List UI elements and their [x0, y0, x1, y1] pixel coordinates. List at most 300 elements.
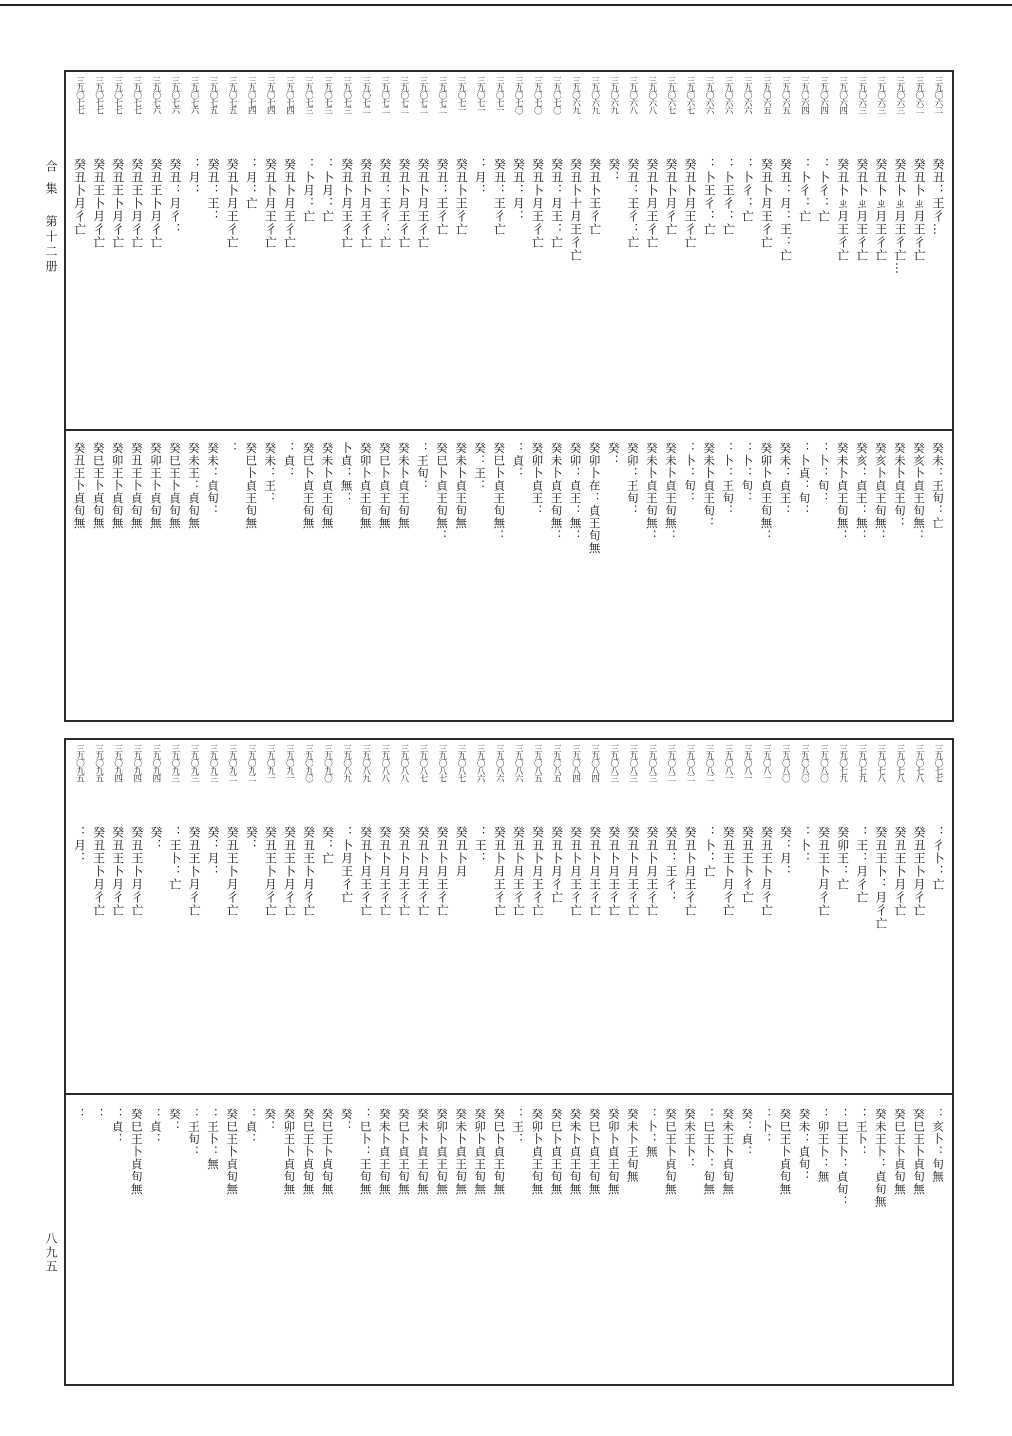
transcription-column [261, 442, 280, 718]
transcription-column [184, 1108, 203, 1384]
inscription-text: 癸丑卜月王彳亡 [511, 826, 526, 917]
catalog-number: 三九〇七八 [894, 744, 905, 782]
inscription-text: 癸丑卜十月王彳亡 [568, 158, 583, 262]
transcription-column [776, 1108, 795, 1384]
catalog-number: 三九〇七七 [131, 76, 142, 114]
inscription-text: 癸丑：王： [206, 158, 221, 223]
transcription-column [738, 442, 757, 718]
transcription-column [280, 1108, 299, 1384]
inscription-text: 癸丑卜王彳亡 [587, 158, 602, 236]
catalog-number: 三九〇八一 [761, 744, 772, 782]
transcription-text: 癸卯卜貞王旬無 [434, 1108, 449, 1196]
inscription-column [661, 744, 680, 1086]
transcription-text: 癸未卜貞王旬無 [396, 442, 411, 530]
catalog-number: 三九〇六九 [589, 76, 600, 114]
transcription-column [432, 1108, 451, 1384]
transcription-text: ：卜：旬： [816, 442, 831, 505]
transcription-column [852, 442, 871, 718]
transcription-text: 癸巳卜貞王旬無 [587, 1108, 602, 1196]
inscription-text: 癸丑卜月王彳亡 [396, 158, 411, 249]
catalog-number: 三九〇八〇 [799, 744, 810, 782]
transcription-text: ： [72, 1108, 87, 1121]
transcription-text: ：卜貞：旬： [797, 442, 812, 517]
transcription-text: 癸巳王卜貞旬無 [167, 442, 182, 530]
transcription-text: 癸巳卜貞王旬無 [549, 1108, 564, 1196]
catalog-number: 三九〇六九 [570, 76, 581, 114]
catalog-number: 三九〇六九 [608, 76, 619, 114]
transcription-column [795, 442, 814, 718]
transcription-column [261, 1108, 280, 1384]
inscription-column [700, 744, 719, 1086]
transcription-text: 癸： [263, 1108, 278, 1133]
inscription-column [700, 76, 719, 422]
catalog-number: 三九〇七四 [246, 76, 257, 114]
inscription-text: 癸丑卜月王彳亡 [683, 826, 697, 917]
inscription-text: 癸丑：月王：亡 [549, 158, 564, 249]
transcription-text: 癸未王：貞旬無 [186, 442, 201, 530]
transcription-text: 癸未：貞旬： [206, 442, 221, 517]
transcription-text: 癸未卜貞王旬無： [644, 442, 659, 542]
catalog-number: 三九〇八五 [551, 744, 562, 782]
catalog-number: 三九〇七二 [436, 76, 447, 114]
inscription-column [89, 744, 108, 1086]
catalog-number: 三九〇六五 [761, 76, 772, 114]
transcription-text: 癸未：王： [263, 442, 278, 505]
transcription-column [146, 442, 165, 718]
inscription-column [242, 744, 261, 1086]
inscription-text: 癸丑卜月王彳亡 [263, 158, 278, 249]
transcription-column [204, 1108, 223, 1384]
transcription-column [89, 1108, 108, 1384]
inscription-text: 癸丑卜月王彳亡 [644, 158, 659, 249]
inscription-text: 癸丑：月： [511, 158, 526, 223]
transcription-column [909, 442, 928, 718]
catalog-number: 三九〇八七 [436, 744, 447, 782]
transcription-column [623, 1108, 642, 1384]
catalog-number: 三九〇九一 [284, 744, 295, 782]
inscription-column [280, 744, 299, 1086]
inscription-text: 癸丑王卜月彳亡 [110, 826, 125, 917]
inscription-text: 癸丑王卜月彳亡 [129, 158, 144, 249]
transcription-text: ： [91, 1108, 106, 1121]
inscription-text: 癸丑王卜月彳亡 [911, 826, 926, 917]
inscription-text: 癸丑卜月王彳亡 [606, 826, 621, 917]
inscription-text: 癸丑卜月王彳亡 [492, 826, 507, 917]
transcription-text: ：卜：無 [644, 1108, 659, 1158]
inscription-text: 癸丑卜月王彳亡 [415, 826, 430, 917]
transcription-text: 癸亥卜貞王旬無： [873, 442, 888, 542]
inscription-text: 癸丑卜月王彳亡 [396, 826, 411, 917]
inscription-text: 癸： [606, 158, 621, 184]
inscription-column [375, 744, 394, 1086]
transcription-column [852, 1108, 871, 1384]
inscription-text: 癸：月： [778, 826, 793, 878]
inscription-text: 癸丑：王彳：亡 [377, 158, 392, 249]
transcription-column [509, 1108, 528, 1384]
transcription-column [890, 1108, 909, 1384]
inscription-text: ：月： [186, 158, 201, 197]
transcription-column [337, 1108, 356, 1384]
inscription-column [566, 76, 585, 422]
transcription-text: 癸巳卜貞王旬無 [301, 442, 316, 530]
inscription-text: 癸丑：王彳：亡 [625, 158, 640, 249]
transcription-text: 癸巳王卜貞旬無 [778, 1108, 793, 1196]
transcription-column [318, 1108, 337, 1384]
inscription-text: 癸丑王卜月彳亡 [759, 826, 774, 917]
inscription-column [413, 76, 432, 422]
catalog-number: 三九〇八三 [627, 744, 638, 782]
inscription-column [394, 744, 413, 1086]
inscription-text: 癸丑卜月王彳亡 [625, 826, 640, 917]
transcription-column [375, 1108, 394, 1384]
transcription-text: 癸未卜貞王旬無 [454, 442, 469, 530]
upper-panel [64, 70, 954, 722]
catalog-number: 三九〇七八 [875, 744, 886, 782]
inscription-text: ：卜彳：亡 [740, 158, 755, 223]
transcription-text: 癸卯王卜貞旬無 [110, 442, 125, 530]
transcription-column [814, 1108, 833, 1384]
inscription-column [146, 744, 165, 1086]
catalog-number: 三九〇七五 [208, 76, 219, 114]
catalog-number: 三九〇八九 [360, 744, 371, 782]
inscription-column [681, 744, 700, 1086]
inscription-text: 癸丑卜月王彳亡 [759, 158, 774, 249]
transcription-text: 癸卯卜貞王旬無 [530, 1108, 545, 1196]
transcription-column [661, 1108, 680, 1384]
inscription-text: ：月： [473, 158, 488, 197]
transcription-text: 卜貞：無： [339, 442, 354, 505]
transcription-text: 癸巳王卜貞旬無 [320, 1108, 335, 1196]
catalog-number: 三九〇八三 [646, 744, 657, 782]
catalog-number: 三九〇六四 [818, 76, 829, 114]
catalog-number: 三九〇九四 [131, 744, 142, 782]
inscription-column [509, 76, 528, 422]
inscription-column [661, 76, 680, 422]
transcription-text: 癸巳卜貞王旬無： [434, 442, 449, 542]
catalog-number: 三九〇六七 [685, 76, 695, 114]
inscription-text: 癸丑王卜月彳亡 [110, 158, 125, 249]
inscription-column [337, 744, 356, 1086]
catalog-number: 三九〇六三 [875, 76, 886, 114]
transcription-text: 癸巳王卜貞旬無 [129, 1108, 144, 1196]
transcription-text: 癸丑王卜貞旬無 [129, 442, 144, 530]
inscription-column [89, 76, 108, 422]
transcription-column [528, 1108, 547, 1384]
inscription-column [738, 744, 757, 1086]
catalog-number: 三九〇八二 [685, 744, 695, 782]
catalog-number: 三九〇八三 [608, 744, 619, 782]
transcription-text: ：王： [511, 1108, 526, 1146]
catalog-number: 三九〇六六 [704, 76, 715, 114]
inscription-column [757, 744, 776, 1086]
catalog-number: 三九〇八八 [379, 744, 390, 782]
transcription-column [871, 1108, 890, 1384]
catalog-number: 三九〇八八 [398, 744, 409, 782]
transcription-text: ：卜：旬： [740, 442, 755, 505]
inscription-text: 癸丑卜月王彳亡 [358, 158, 373, 249]
inscription-text: ：卜彳：亡 [797, 158, 812, 223]
inscription-text: ：月： [72, 826, 87, 865]
transcription-column [890, 442, 909, 718]
inscription-text: 癸丑卜月王彳亡 [530, 158, 545, 249]
inscription-column [127, 744, 146, 1086]
inscription-text: 癸： [148, 826, 163, 852]
transcription-column [661, 442, 680, 718]
catalog-number: 三九〇八七 [456, 744, 467, 782]
inscription-text: ：月：亡 [244, 158, 259, 210]
inscription-column [814, 744, 833, 1086]
transcription-text: ： [225, 442, 240, 455]
transcription-text: 癸巳王卜貞旬無 [911, 1108, 926, 1196]
inscription-column [642, 76, 661, 422]
catalog-number: 三九〇八二 [665, 744, 676, 782]
transcription-text: 癸卯卜貞王： [530, 442, 545, 517]
inscription-column [547, 76, 566, 422]
inscription-text: ：卜： [797, 826, 812, 865]
catalog-number: 三九〇九一 [265, 744, 276, 782]
transcription-text: 癸未卜王旬無 [625, 1108, 640, 1183]
inscription-column [852, 76, 871, 422]
transcription-column [604, 442, 623, 718]
inscription-column [757, 76, 776, 422]
transcription-column [719, 1108, 738, 1384]
inscription-column [490, 76, 509, 422]
inscription-column [204, 76, 223, 422]
inscription-column [452, 76, 471, 422]
transcription-text: 癸未卜貞王旬無 [320, 442, 335, 530]
transcription-text: 癸未卜貞王旬： [702, 442, 717, 530]
inscription-text: 癸丑：月彳： [167, 158, 182, 236]
inscription-text: 癸： [244, 826, 259, 852]
inscription-column [452, 744, 471, 1086]
transcription-column [490, 442, 509, 718]
catalog-number: 三九〇八六 [513, 744, 524, 782]
catalog-number: 三九〇七八 [913, 744, 924, 782]
transcription-column [700, 442, 719, 718]
catalog-number: 三九〇六三 [894, 76, 905, 114]
inscription-column [375, 76, 394, 422]
inscription-text: 癸丑：月：王：亡 [778, 158, 793, 262]
inscription-column [299, 76, 318, 422]
inscription-column [490, 744, 509, 1086]
inscription-column [585, 744, 604, 1086]
catalog-number: 三九〇七一 [475, 76, 486, 114]
inscription-text: 癸丑卜王彳亡 [454, 158, 469, 236]
inscription-column [165, 744, 184, 1086]
inscription-column [261, 744, 280, 1086]
catalog-number: 三九〇八一 [723, 744, 734, 782]
inscription-column [566, 744, 585, 1086]
inscription-column [871, 744, 890, 1086]
inscription-text: 癸丑王卜月彳亡 [129, 826, 144, 917]
transcription-text: ：王旬： [415, 442, 430, 492]
transcription-column [757, 442, 776, 718]
inscription-text: ：卜：亡 [702, 826, 717, 878]
catalog-number: 三九〇八〇 [818, 744, 829, 782]
inscription-text: 癸丑卜月彳亡 [663, 158, 678, 236]
inscription-text: 癸丑卜月王彳亡 [225, 158, 240, 249]
catalog-number: 三九〇七九 [856, 744, 867, 782]
catalog-number: 三九〇八五 [532, 744, 543, 782]
transcription-text: ：亥卜：旬無 [931, 1108, 946, 1183]
inscription-text: 癸丑卜月王彳亡 [434, 826, 449, 917]
catalog-number: 三九〇六四 [799, 76, 810, 114]
catalog-number: 三九〇九三 [188, 744, 199, 782]
transcription-column [127, 1108, 146, 1384]
inscription-column [432, 76, 451, 422]
inscription-column [70, 744, 89, 1086]
transcription-column [795, 1108, 814, 1384]
transcription-column [642, 1108, 661, 1384]
inscription-column [719, 744, 738, 1086]
inscription-text: ：卜月：亡 [320, 158, 335, 223]
inscription-column [413, 744, 432, 1086]
inscription-column [261, 76, 280, 422]
inscription-text: 癸丑王卜月彳亡 [816, 826, 831, 917]
transcription-text: 癸未王卜：貞旬無 [873, 1108, 888, 1208]
inscription-text: 癸丑卜ㄓ月王彳亡 [835, 158, 850, 262]
catalog-number: 三九〇六七 [665, 76, 676, 114]
inscription-text: 癸丑卜月王彳亡 [415, 158, 430, 249]
inscription-column [509, 744, 528, 1086]
catalog-number: 三九〇六八 [646, 76, 657, 114]
catalog-number: 三九〇八六 [494, 744, 505, 782]
transcription-text: 癸： [167, 1108, 182, 1133]
transcription-column [909, 1108, 928, 1384]
inscription-column [547, 744, 566, 1086]
inscription-column [165, 76, 184, 422]
inscription-text: 癸丑王卜月彳亡 [225, 826, 240, 917]
transcription-column [566, 1108, 585, 1384]
inscription-text: 癸丑王卜月彳亡 [91, 158, 106, 249]
transcription-column [604, 1108, 623, 1384]
inscription-column [127, 76, 146, 422]
inscription-column [356, 744, 375, 1086]
transcription-text: 癸未卜貞王旬無 [377, 1108, 392, 1196]
transcription-column [223, 1108, 242, 1384]
transcription-text: 癸未：王旬：亡 [931, 442, 946, 530]
catalog-number: 三九〇六二 [933, 76, 944, 114]
inscription-text: 癸丑：王彳… [931, 158, 946, 236]
catalog-number: 三九〇七四 [284, 76, 295, 114]
transcription-column [356, 1108, 375, 1384]
inscription-column [642, 744, 661, 1086]
inscription-text: 癸丑：王彳： [663, 826, 678, 904]
catalog-number: 三九〇七七 [112, 76, 123, 114]
transcription-column [452, 1108, 471, 1384]
transcription-text: 癸未卜貞王旬： [892, 442, 907, 530]
transcription-column [585, 442, 604, 718]
transcription-column [223, 442, 242, 718]
transcription-column [432, 442, 451, 718]
transcription-text: ：王卜：無 [206, 1108, 221, 1171]
transcription-text: 癸： [606, 442, 621, 467]
catalog-number: 三九〇七六 [188, 76, 199, 114]
transcription-text: ：貞： [282, 442, 297, 480]
transcription-text: 癸未王卜貞旬無 [721, 1108, 736, 1196]
inscription-column [909, 744, 928, 1086]
catalog-number: 三九〇九二 [227, 744, 238, 782]
inscription-column [528, 744, 547, 1086]
catalog-number: 三九〇七一 [456, 76, 467, 114]
transcription-text: 癸未卜貞王旬無 [415, 1108, 430, 1196]
inscription-text: 癸丑王卜月彳亡 [282, 826, 297, 917]
transcription-column [452, 442, 471, 718]
transcription-text: 癸巳王卜貞旬無 [301, 1108, 316, 1196]
transcription-column [681, 1108, 700, 1384]
catalog-number: 三九〇八四 [570, 744, 581, 782]
transcription-text: 癸巳王卜貞旬無 [225, 1108, 240, 1196]
transcription-column [547, 1108, 566, 1384]
transcription-column [394, 1108, 413, 1384]
inscription-text: 癸丑卜月王彳亡 [568, 826, 583, 917]
transcription-column [929, 1108, 948, 1384]
rubbing-inscriptions [70, 76, 948, 422]
catalog-number: 三九〇九二 [246, 744, 257, 782]
inscription-text: 癸：亡 [320, 826, 335, 865]
inscription-text: 癸丑：王彳亡 [434, 158, 449, 236]
inscription-text: 癸丑卜月王彳亡 [358, 826, 373, 917]
inscription-column [719, 76, 738, 422]
transcription-text: 癸未王卜： [683, 1108, 697, 1171]
transcription-text: 癸巳卜貞王旬無 [244, 442, 259, 530]
transcription-text: 癸未卜貞王旬無： [663, 442, 678, 542]
transcription-text: ：卯王卜：無 [816, 1108, 831, 1183]
margin-header [40, 160, 62, 275]
transcription-text: 癸丑王卜貞旬無 [72, 442, 87, 530]
inscription-column [223, 744, 242, 1086]
inscription-text: 癸丑卜月王彳亡 [644, 826, 659, 917]
inscription-text: 癸丑王卜月彳亡 [148, 158, 163, 249]
inscription-text: 癸丑卜月王彳亡 [683, 158, 697, 249]
inscription-column [604, 744, 623, 1086]
transcription-column [642, 442, 661, 718]
transcription-column [394, 442, 413, 718]
transcription-column [490, 1108, 509, 1384]
catalog-number: 三九〇七四 [265, 76, 276, 114]
catalog-number: 三九〇七三 [303, 76, 314, 114]
inscription-column [623, 744, 642, 1086]
inscription-text: 癸丑卜月王彳亡 [339, 158, 354, 249]
inscription-text: 癸丑卜月彳亡 [549, 826, 564, 904]
inscription-text: 癸丑王卜月彳亡 [263, 826, 278, 917]
catalog-number: 三九〇八九 [341, 744, 352, 782]
transcription-text: 癸巳卜貞王旬無： [492, 442, 507, 542]
inscription-column [70, 76, 89, 422]
transcription-column [585, 1108, 604, 1384]
transcription-column [184, 442, 203, 718]
transcription-text: 癸卯卜在：貞王旬無 [587, 442, 602, 555]
inscription-text: ：卜王彳：亡 [721, 158, 736, 236]
transcription-column [146, 1108, 165, 1384]
catalog-number: 三九〇八七 [417, 744, 428, 782]
transcription-column [547, 442, 566, 718]
inscription-column [738, 76, 757, 422]
transcription-column [299, 442, 318, 718]
inscription-column [471, 76, 490, 422]
transcription-column [509, 442, 528, 718]
inscription-column [585, 76, 604, 422]
catalog-number: 三九〇六二 [913, 76, 924, 114]
catalog-number: 三九〇九五 [74, 744, 85, 782]
catalog-number: 三九〇六四 [837, 76, 848, 114]
transcription-column [528, 442, 547, 718]
inscription-text: 癸：月： [206, 826, 221, 878]
inscription-column [108, 76, 127, 422]
catalog-number: 三九〇七二 [379, 76, 390, 114]
top-rule [0, 4, 1012, 6]
inscription-text: 癸丑王卜：月彳亡 [873, 826, 888, 930]
